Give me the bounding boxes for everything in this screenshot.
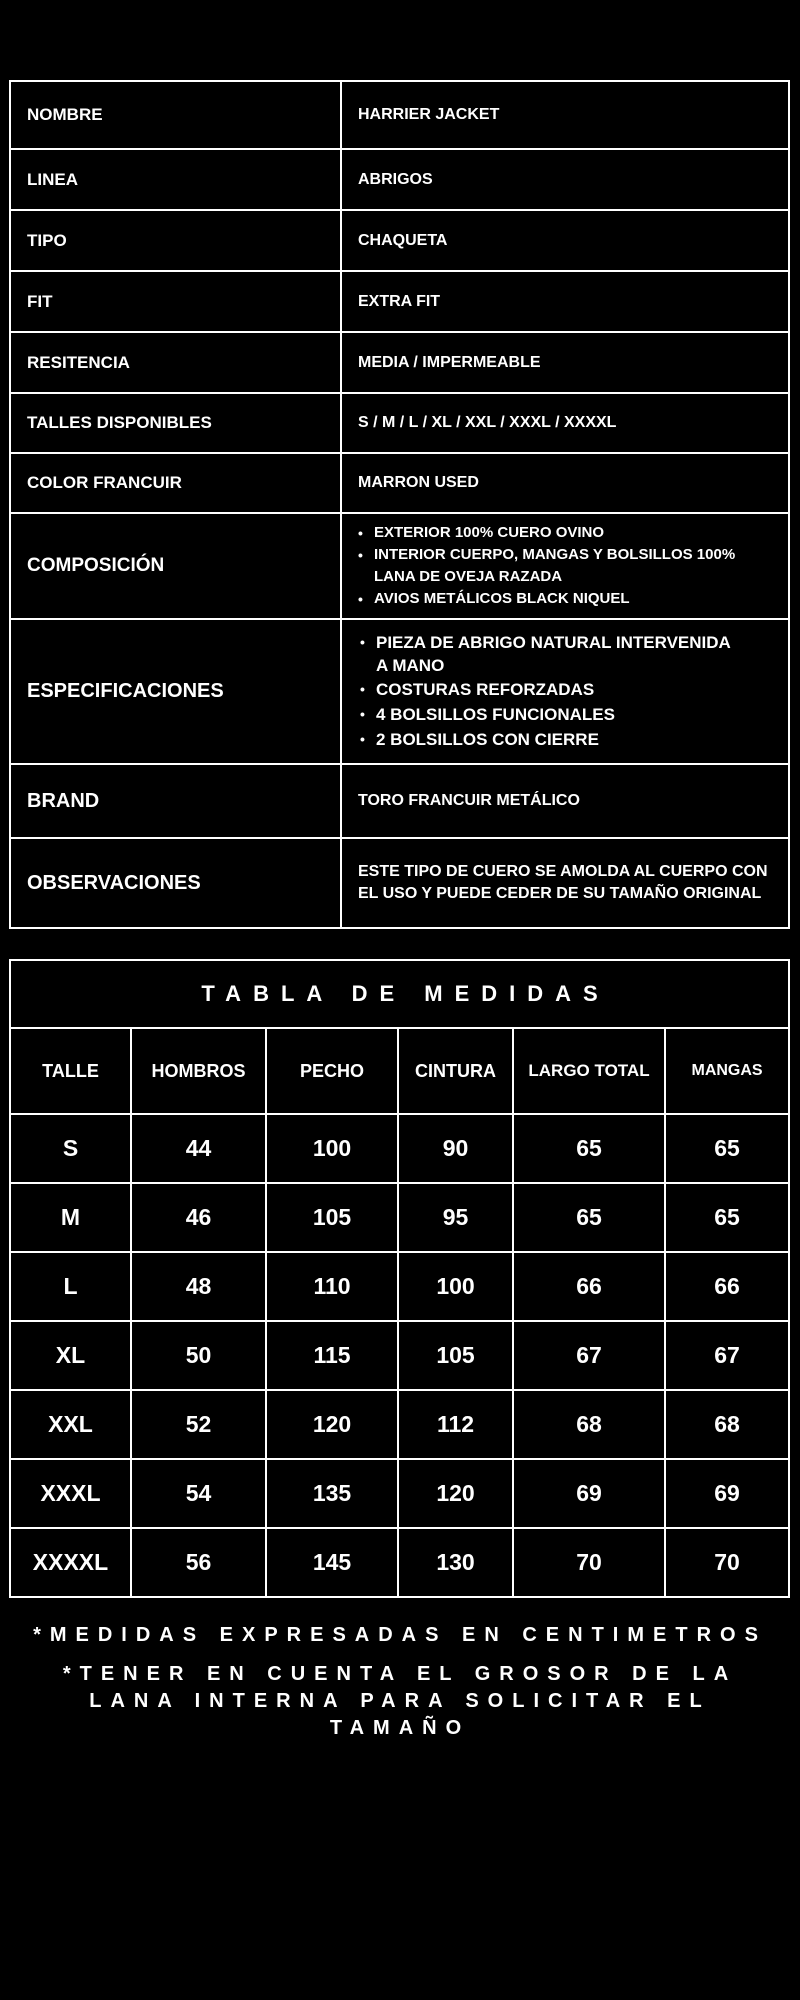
table-cell: 69 bbox=[513, 1459, 665, 1528]
spec-row-talles bbox=[10, 393, 789, 453]
column-header: PECHO bbox=[266, 1028, 398, 1114]
spec-row-resistencia bbox=[10, 332, 789, 393]
table-cell: 68 bbox=[513, 1390, 665, 1459]
table-cell: 110 bbox=[266, 1252, 398, 1321]
table-cell: 70 bbox=[513, 1528, 665, 1597]
spec-row-linea bbox=[10, 149, 789, 210]
spec-row-fit bbox=[10, 271, 789, 332]
size-table-title: TABLA DE MEDIDAS bbox=[10, 960, 789, 1028]
list-item: • 4 BOLSILLOS FUNCIONALES bbox=[356, 702, 738, 727]
table-cell: 44 bbox=[131, 1114, 266, 1183]
spec-value: HARRIER JACKET bbox=[341, 81, 789, 149]
spec-label: OBSERVACIONES bbox=[10, 838, 341, 928]
list-item: • PIEZA DE ABRIGO NATURAL INTERVENIDA A MANO bbox=[356, 631, 738, 677]
table-cell: 120 bbox=[398, 1459, 513, 1528]
column-header: TALLE bbox=[10, 1028, 131, 1114]
table-cell: 135 bbox=[266, 1459, 398, 1528]
table-cell: 90 bbox=[398, 1114, 513, 1183]
spec-row-tipo bbox=[10, 210, 789, 271]
spec-row-especificaciones bbox=[10, 619, 789, 764]
table-cell: XXXXL bbox=[10, 1528, 131, 1597]
spec-value: TORO FRANCUIR METÁLICO bbox=[341, 764, 789, 838]
table-cell: 48 bbox=[131, 1252, 266, 1321]
table-cell: M bbox=[10, 1183, 131, 1252]
table-cell: 100 bbox=[266, 1114, 398, 1183]
table-cell: L bbox=[10, 1252, 131, 1321]
spec-label: TALLES DISPONIBLES bbox=[10, 393, 341, 453]
spec-value: EXTRA FIT bbox=[341, 271, 789, 332]
spec-label: NOMBRE bbox=[10, 81, 341, 149]
table-cell: 65 bbox=[665, 1114, 789, 1183]
spec-value: CHAQUETA bbox=[341, 210, 789, 271]
table-cell: 130 bbox=[398, 1528, 513, 1597]
table-row bbox=[10, 1183, 789, 1252]
spec-row-color bbox=[10, 453, 789, 513]
spec-label: RESITENCIA bbox=[10, 332, 341, 393]
table-cell: 50 bbox=[131, 1321, 266, 1390]
table-cell: XXXL bbox=[10, 1459, 131, 1528]
table-cell: 105 bbox=[398, 1321, 513, 1390]
table-cell: 66 bbox=[665, 1252, 789, 1321]
table-cell: 115 bbox=[266, 1321, 398, 1390]
spec-label: BRAND bbox=[10, 764, 341, 838]
table-cell: 120 bbox=[266, 1390, 398, 1459]
table-cell: 112 bbox=[398, 1390, 513, 1459]
note-wool-thickness: *TENER EN CUENTA EL GROSOR DE LA LANA INTERNA PARA SOLICITAR EL TAMAÑO bbox=[62, 1663, 738, 1739]
table-cell: 54 bbox=[131, 1459, 266, 1528]
table-cell: XL bbox=[10, 1321, 131, 1390]
table-cell: 145 bbox=[266, 1528, 398, 1597]
table-cell: 65 bbox=[665, 1183, 789, 1252]
note-units: *MEDIDAS EXPRESADAS EN CENTIMETROS bbox=[33, 1624, 767, 1646]
table-cell: 105 bbox=[266, 1183, 398, 1252]
table-cell: 56 bbox=[131, 1528, 266, 1597]
observaciones-text: ESTE TIPO DE CUERO SE AMOLDA AL CUERPO CON EL USO Y PUEDE CEDER DE SU TAMAÑO ORIGINAL bbox=[358, 863, 768, 902]
table-cell: 65 bbox=[513, 1183, 665, 1252]
table-cell: 100 bbox=[398, 1252, 513, 1321]
table-cell: S bbox=[10, 1114, 131, 1183]
table-cell: XXL bbox=[10, 1390, 131, 1459]
spec-row-observaciones bbox=[10, 838, 789, 928]
spec-value: MARRON USED bbox=[341, 453, 789, 513]
spec-row-composicion bbox=[10, 513, 789, 619]
spec-label: LINEA bbox=[10, 149, 341, 210]
footnotes bbox=[0, 1622, 800, 1742]
spec-value bbox=[341, 838, 789, 928]
list-item: • EXTERIOR 100% CUERO OVINO bbox=[354, 522, 780, 544]
list-item: • AVIOS METÁLICOS BLACK NIQUEL bbox=[354, 588, 780, 610]
spec-value: MEDIA / IMPERMEABLE bbox=[341, 332, 789, 393]
table-cell: 67 bbox=[513, 1321, 665, 1390]
spec-row-brand bbox=[10, 764, 789, 838]
table-row bbox=[10, 1459, 789, 1528]
spec-row-nombre bbox=[10, 81, 789, 149]
table-row bbox=[10, 1252, 789, 1321]
table-row bbox=[10, 1390, 789, 1459]
spec-value: S / M / L / XL / XXL / XXXL / XXXXL bbox=[341, 393, 789, 453]
table-cell: 95 bbox=[398, 1183, 513, 1252]
table-cell: 66 bbox=[513, 1252, 665, 1321]
table-cell: 70 bbox=[665, 1528, 789, 1597]
spec-label: TIPO bbox=[10, 210, 341, 271]
column-header: CINTURA bbox=[398, 1028, 513, 1114]
table-cell: 52 bbox=[131, 1390, 266, 1459]
column-header: MANGAS bbox=[665, 1028, 789, 1114]
spec-label: FIT bbox=[10, 271, 341, 332]
size-chart-table bbox=[9, 959, 790, 1598]
table-cell: 69 bbox=[665, 1459, 789, 1528]
column-header: HOMBROS bbox=[131, 1028, 266, 1114]
table-row bbox=[10, 1114, 789, 1183]
table-row bbox=[10, 1321, 789, 1390]
table-row bbox=[10, 1528, 789, 1597]
spec-label: COLOR FRANCUIR bbox=[10, 453, 341, 513]
spec-value-list bbox=[341, 619, 789, 764]
spec-value-list bbox=[341, 513, 789, 619]
size-table-header bbox=[10, 1028, 789, 1114]
table-cell: 46 bbox=[131, 1183, 266, 1252]
spec-label: ESPECIFICACIONES bbox=[10, 619, 341, 764]
table-cell: 65 bbox=[513, 1114, 665, 1183]
spec-value: ABRIGOS bbox=[341, 149, 789, 210]
product-spec-table bbox=[9, 80, 790, 929]
table-cell: 68 bbox=[665, 1390, 789, 1459]
column-header: LARGO TOTAL bbox=[513, 1028, 665, 1114]
list-item: • COSTURAS REFORZADAS bbox=[356, 677, 738, 702]
table-cell: 67 bbox=[665, 1321, 789, 1390]
spec-label: COMPOSICIÓN bbox=[10, 513, 341, 619]
list-item: • 2 BOLSILLOS CON CIERRE bbox=[356, 727, 738, 752]
list-item: • INTERIOR CUERPO, MANGAS Y BOLSILLOS 100% LANA DE OVEJA RAZADA bbox=[354, 544, 780, 588]
